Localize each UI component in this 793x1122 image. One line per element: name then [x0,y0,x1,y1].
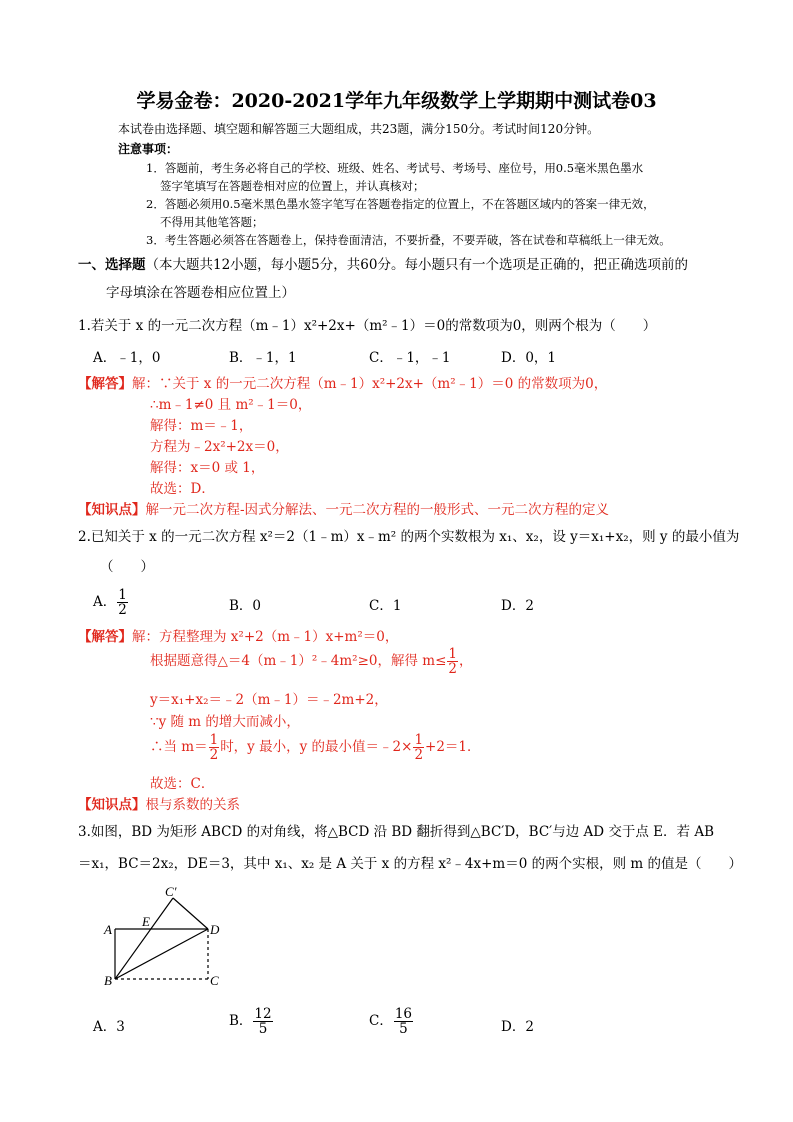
notice-item-1: 1．答题前，考生务必将自己的学校、班级、姓名、考试号、考场号、座位号，用0.5毫米黑色墨水 [146,161,644,175]
fraction-denominator: 5 [258,1021,268,1038]
q2-half-fraction [447,647,458,676]
q2-answer-line-3: y＝x₁+x₂＝﹣2（m﹣1）＝﹣2m+2， [150,692,388,708]
q1-answer-line-2: ∴m﹣1≠0 且 m²﹣1＝0， [150,397,312,413]
q2-half-fraction [209,733,220,762]
q2-answer-text-5c: +2＝1． [425,739,481,756]
notice-item-2: 2．答题必须用0.5毫米黑色墨水签字笔写在答题卷指定的位置上，不在答题区域内的答案一律无效， [146,197,655,211]
q1-knowledge-text: 解一元二次方程-因式分解法、一元二次方程的一般形式、一元二次方程的定义 [145,502,610,518]
q2-option-d: D．2 [501,598,534,614]
fraction-numerator: 1 [414,732,424,748]
q2-answer-line-5 [150,733,481,762]
label-c-prime: C′ [165,884,177,899]
q1-knowledge [78,498,609,518]
segment-c-prime-d [173,898,208,929]
segment-bc-prime [115,898,173,979]
label-c: C [210,973,219,988]
q2-knowledge-tag: 【知识点】 [78,797,146,813]
q3-geometry-figure [95,884,235,996]
q3-option-a: A．3 [93,1019,125,1035]
fraction-numerator: 1 [209,732,219,748]
q2-answer-text-5b: 时，y 最小，y 的最小值＝﹣2× [220,739,413,756]
page-title: 学易金卷：2020-2021学年九年级数学上学期期中测试卷03 [136,90,657,112]
q2-answer-text-5a: ∴当 m＝ [150,739,208,756]
intro-text: 本试卷由选择题、填空题和解答题三大题组成，共23题，满分150分。考试时间120分钟。 [118,122,600,136]
fraction-denominator: 2 [209,747,219,764]
q1-option-c: C．﹣1，﹣1 [369,350,451,366]
label-a: A [104,922,112,937]
q1-answer-line-5: 解得：x＝0 或 1， [150,460,265,476]
q3-option-c [369,1007,414,1036]
q1-answer-tag: 【解答】 [78,376,132,392]
section-1-header [78,253,688,273]
q1-answer-line-4: 方程为﹣2x²+2x＝0， [150,439,289,455]
notice-item-2-cont: 不得用其他笔答题； [160,215,264,229]
fraction-denominator: 5 [399,1021,408,1038]
q3-option-c-label: C． [369,1013,393,1030]
label-e: E [142,914,150,929]
fraction-denominator: 2 [118,602,127,619]
q2-paren: （ ） [100,559,154,575]
q2-option-b: B．0 [229,598,262,614]
q2-answer-line-1 [78,625,398,645]
notice-heading: 注意事项： [118,142,179,156]
fraction-denominator: 2 [414,747,424,764]
q2-answer-text-1: 解：方程整理为 x²+2（m﹣1）x+m²＝0， [132,629,399,645]
q2-option-c: C．1 [369,598,402,614]
q2-answer-line-6: 故选：C． [150,776,215,792]
q2-answer-line-4: ∵y 随 m 的增大而减小， [150,714,300,730]
q2-answer-text-2: 根据题意得△＝4（m﹣1）²﹣4m²≥0，解得 m≤ [150,653,447,670]
label-b: B [104,973,112,988]
q2-knowledge-text: 根与系数的关系 [145,797,240,813]
q3-option-b-label: B． [229,1013,253,1030]
fraction-denominator: 2 [448,661,457,678]
q2-option-a [93,588,129,617]
notice-item-1-cont: 签字笔填写在答题卷相对应的位置上，并认真核对； [160,179,425,193]
q2-half-fraction [413,733,424,762]
fraction-numerator: 1 [448,646,457,662]
q1-answer-line-1 [78,372,607,392]
q2-answer-line-2 [150,647,472,676]
section-1-desc: （本大题共12小题，每小题5分，共60分。每小题只有一个选项是正确的，把正确选项前的 [145,257,688,273]
fraction-numerator: 12 [254,1006,272,1022]
q3-option-d: D．2 [501,1019,534,1035]
q3-stem-line-1: 3.如图，BD 为矩形 ABCD 的对角线，将△BCD 沿 BD 翻折得到△BC′D，BC′与边 AD 交于点 E．若 AB [78,824,714,840]
q2-option-a-fraction [117,588,128,617]
notice-item-3: 3．考生答题必须答在答题卷上，保持卷面清洁，不要折叠，不要弄破，答在试卷和草稿纸上一律无效。 [146,233,671,247]
q2-answer-text-2-end: ， [458,653,473,670]
q1-answer-line-6: 故选：D． [150,481,215,497]
q1-answer-line-3: 解得：m＝﹣1， [150,418,253,434]
fraction-numerator: 1 [118,587,127,603]
label-d: D [210,922,220,937]
q2-knowledge [78,793,240,813]
q1-option-d: D．0，1 [501,350,557,366]
fraction-numerator: 16 [394,1006,413,1022]
q1-knowledge-tag: 【知识点】 [78,502,146,518]
q3-stem-line-2: ＝x₁，BC＝2x₂，DE＝3，其中 x₁、x₂ 是 A 关于 x 的方程 x²﹣4x+m＝0 的两个实根，则 m 的值是（ ） [78,856,742,872]
q1-option-a: A．﹣1，0 [93,350,161,366]
q2-option-a-label: A． [93,594,117,611]
q3-option-c-fraction [394,1007,413,1036]
q2-stem: 2.已知关于 x 的一元二次方程 x²＝2（1﹣m）x﹣m² 的两个实数根为 x₁、x₂，设 y＝x₁+x₂，则 y 的最小值为 [78,529,740,545]
segment-bd [115,929,208,979]
q1-option-b: B．﹣1，1 [229,350,297,366]
q3-option-b-fraction [253,1007,272,1036]
q1-answer-text-1: 解：∵关于 x 的一元二次方程（m﹣1）x²+2x+（m²﹣1）＝0 的常数项为0， [132,376,608,392]
q1-stem: 1.若关于 x 的一元二次方程（m﹣1）x²+2x+（m²﹣1）＝0的常数项为0，则两个根为（ ） [78,318,657,334]
q3-option-b [229,1007,274,1036]
q2-answer-tag: 【解答】 [78,629,132,645]
section-1-desc-cont: 字母填涂在答题卷相应位置上） [106,285,295,301]
section-1-title: 一、选择题 [78,257,146,273]
